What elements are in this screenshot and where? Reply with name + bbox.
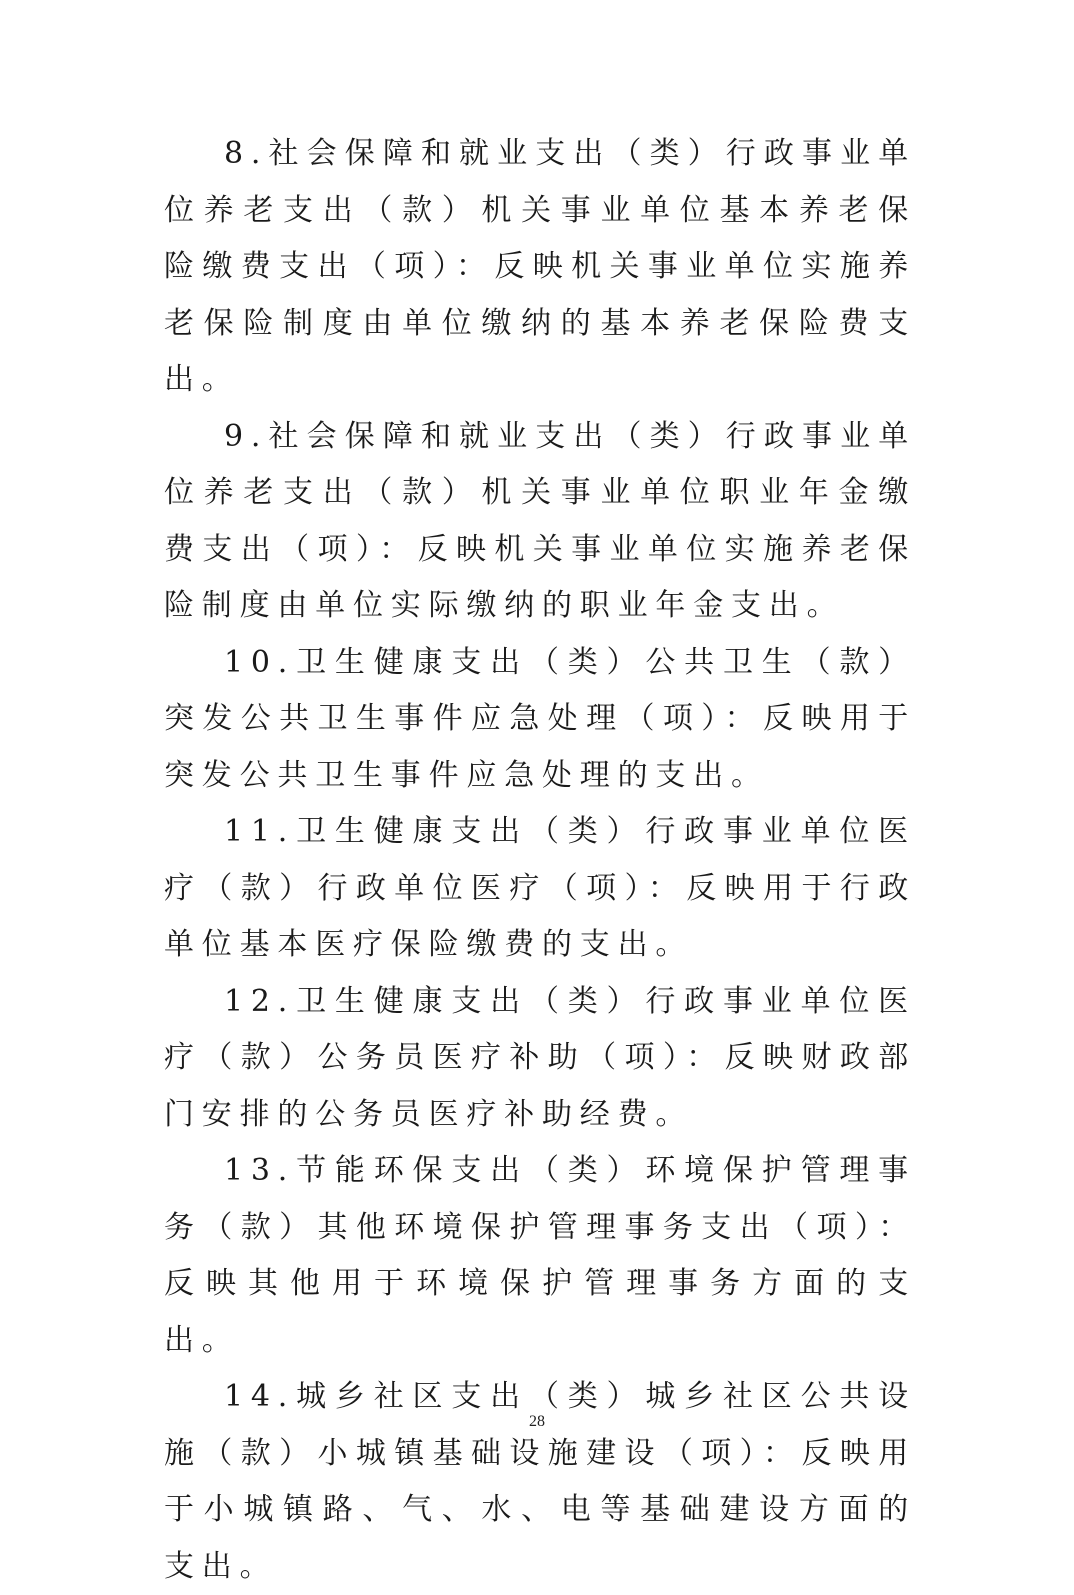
page-number: 28: [529, 1413, 545, 1430]
paragraph-item-13: 13.节能环保支出（类）环境保护管理事务（款）其他环境保护管理事务支出（项）：反映其他用于环境保护管理事务方面的支出。: [164, 1153, 916, 1358]
paragraph-item-12: 12.卫生健康支出（类）行政事业单位医疗（款）公务员医疗补助（项）：反映财政部门安排的公务员医疗补助经费。: [164, 983, 916, 1132]
paragraph-item-11: 11.卫生健康支出（类）行政事业单位医疗（款）行政单位医疗（项）：反映用于行政单位基本医疗保险缴费的支出。: [164, 814, 916, 962]
body-text: [164, 126, 916, 1595]
paragraph-item-8: 8.社会保障和就业支出（类）行政事业单位养老支出（款）机关事业单位基本养老保险缴费支出（项）：反映机关事业单位实施养老保险制度由单位缴纳的基本养老保险费支出。: [164, 136, 916, 397]
paragraph-item-10: 10.卫生健康支出（类）公共卫生（款）突发公共卫生事件应急处理（项）：反映用于突发公共卫生事件应急处理的支出。: [164, 644, 916, 793]
paragraph-item-14: 14.城乡社区支出（类）城乡社区公共设施（款）小城镇基础设施建设（项）：反映用于小城镇路、气、水、电等基础建设方面的支出。: [164, 1379, 916, 1584]
paragraph-item-9: 9.社会保障和就业支出（类）行政事业单位养老支出（款）机关事业单位职业年金缴费支出（项）：反映机关事业单位实施养老保险制度由单位实际缴纳的职业年金支出。: [164, 418, 916, 623]
